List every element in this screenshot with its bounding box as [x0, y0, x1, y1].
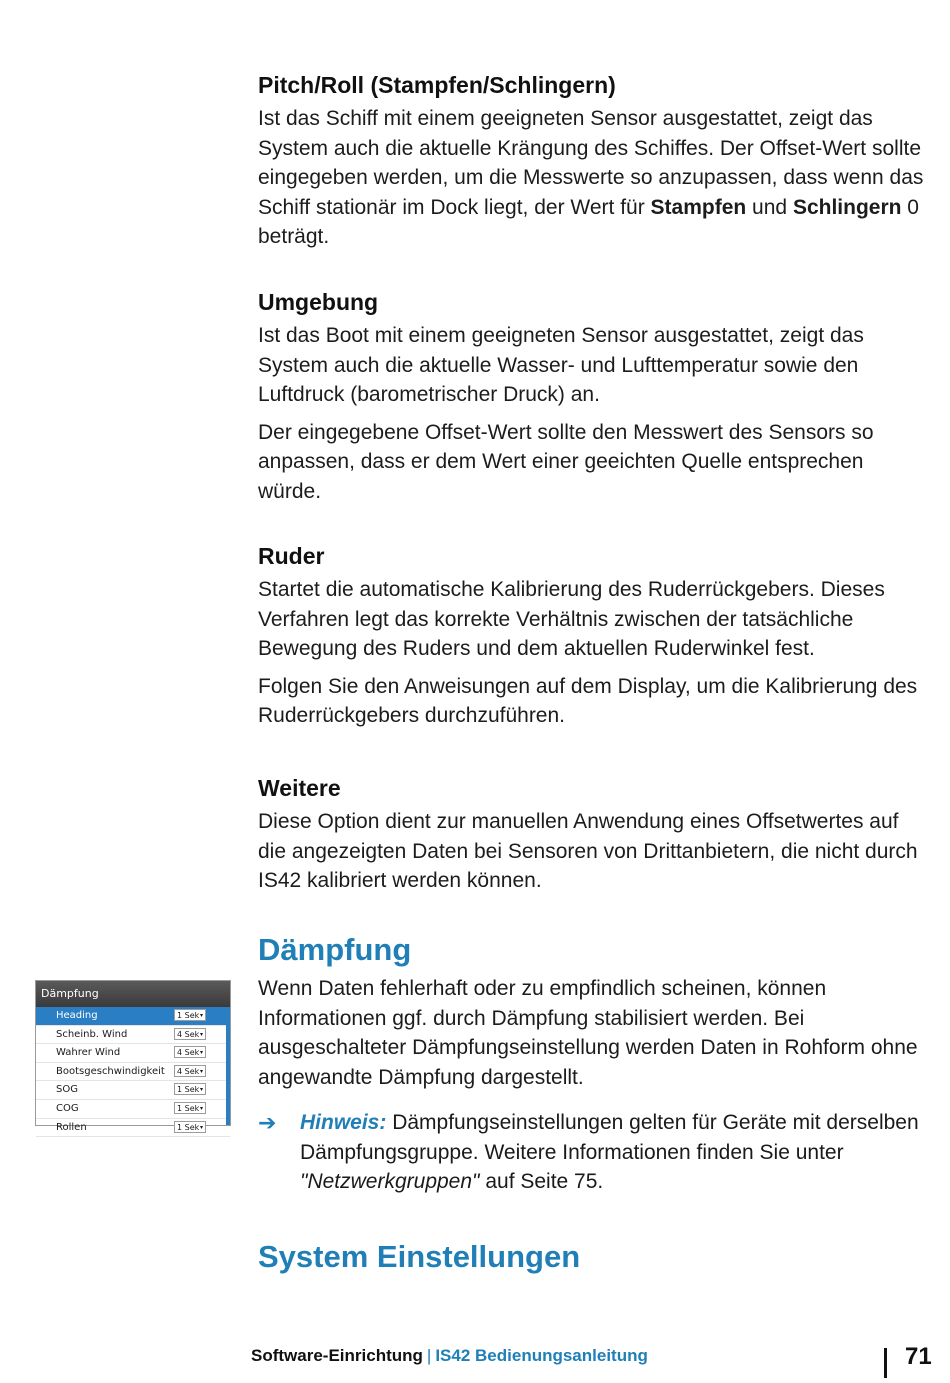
row-value-dropdown[interactable]	[174, 1083, 206, 1095]
chevron-down-icon: ▾	[199, 1049, 203, 1057]
section-title-system: System Einstellungen	[258, 1239, 581, 1274]
chevron-down-icon: ▾	[199, 1067, 203, 1075]
row-label: Wahrer Wind	[56, 1047, 121, 1059]
pitch-bold-schlingern: Schlingern	[792, 195, 902, 219]
row-value: 1 Sek	[177, 1122, 200, 1132]
row-label: Heading	[56, 1010, 98, 1021]
row-label: COG	[56, 1102, 79, 1114]
dialog-row-heading[interactable]	[36, 1007, 230, 1026]
row-value-dropdown[interactable]	[174, 1121, 206, 1133]
section-title-ruder: Ruder	[258, 543, 325, 569]
pitch-text-post: 0 beträgt.	[258, 195, 919, 248]
row-value: 1 Sek	[177, 1011, 200, 1020]
umgebung-paragraph-1: Ist das Boot mit einem geeigneten Sensor ausgestattet, zeigt das System auch die aktuelle Wasser- und Lufttemperatur sowie den Luftdruck (barometrischer Druck) an.	[258, 324, 864, 406]
row-label: Rollen	[56, 1121, 87, 1133]
row-value: 1 Sek	[177, 1103, 200, 1113]
chevron-down-icon: ▾	[199, 1123, 203, 1131]
netzwerkgruppen-link[interactable]: "Netzwerkgruppen"	[300, 1170, 480, 1193]
section-umgebung	[258, 287, 930, 506]
note-text	[300, 1108, 930, 1197]
note-tail: auf Seite 75.	[479, 1170, 604, 1193]
footer-chapter: Software-Einrichtung	[251, 1346, 423, 1365]
row-value-dropdown[interactable]	[174, 1102, 206, 1114]
section-title-weitere: Weitere	[258, 775, 341, 801]
page-footer	[251, 1346, 648, 1366]
dialog-scrollbar[interactable]	[226, 1007, 230, 1125]
row-value: 1 Sek	[177, 1085, 200, 1095]
row-label: Scheinb. Wind	[56, 1028, 128, 1040]
ruder-paragraph-2: Folgen Sie den Anweisungen auf dem Display, um die Kalibrierung des Ruderrückgebers durchzuführen.	[258, 674, 918, 727]
weitere-paragraph: Diese Option dient zur manuellen Anwendung eines Offsetwertes auf die angezeigten Daten bei Sensoren von Drittanbietern, die nicht durch IS42 kalibriert werden können.	[258, 810, 918, 892]
note-hinweis	[258, 1108, 930, 1197]
footer-separator: |	[426, 1346, 432, 1365]
arrow-right-icon: ➔	[258, 1110, 277, 1135]
ruder-paragraph-1: Startet die automatische Kalibrierung des Ruderrückgebers. Dieses Verfahren legt das korrekte Verhältnis zwischen der tatsächliche Bewegung des Ruders und dem aktuellen Ruderwinkel fest.	[258, 578, 885, 660]
dialog-title: Dämpfung	[36, 981, 230, 1007]
chevron-down-icon: ▾	[199, 1030, 203, 1038]
footer-manual-title: IS42 Bedienungsanleitung	[435, 1346, 648, 1365]
daempfung-dialog-screenshot	[35, 980, 231, 1133]
section-ruder	[258, 541, 930, 731]
row-value-dropdown[interactable]	[174, 1046, 206, 1058]
section-title-daempfung: Dämpfung	[258, 932, 412, 967]
row-value: 4 Sek	[177, 1048, 200, 1058]
dialog-row-bootsgeschwindigkeit[interactable]	[36, 1063, 230, 1082]
row-value-dropdown[interactable]	[174, 1028, 206, 1040]
section-weitere	[258, 773, 930, 896]
row-value: 4 Sek	[177, 1029, 200, 1039]
dialog-row-rollen[interactable]	[36, 1119, 230, 1138]
umgebung-paragraph-2: Der eingegebene Offset-Wert sollte den Messwert des Sensors so anpassen, dass er dem Wert einer geeichten Quelle entsprechen würde.	[258, 420, 874, 503]
note-label: Hinweis:	[300, 1111, 387, 1134]
note-body: Dämpfungseinstellungen gelten für Geräte mit derselben Dämpfungsgruppe. Weitere Informationen finden Sie unter	[300, 1111, 919, 1164]
row-value: 4 Sek	[177, 1066, 200, 1076]
chevron-down-icon: ▾	[199, 1012, 203, 1019]
section-daempfung	[258, 930, 930, 1092]
chevron-down-icon: ▾	[199, 1104, 203, 1112]
pitch-bold-stampfen: Stampfen	[650, 195, 747, 219]
daempfung-paragraph: Wenn Daten fehlerhaft oder zu empfindlich scheinen, können Informationen ggf. durch Dämpfung stabilisiert werden. Bei ausgeschalteter Dämpfungseinstellung werden Daten in Rohform ohne angewandte Dämpfung dargestellt.	[258, 977, 918, 1089]
section-title-pitch-roll: Pitch/Roll (Stampfen/Schlingern)	[258, 72, 616, 98]
pitch-text-pre: Ist das Schiff mit einem geeigneten Sensor ausgestattet, zeigt das System auch die aktuelle Krängung des Schiffes. Der Offset-Wert sollte eingegeben werden, um die Messwerte so anzupassen, dass wenn das Schiff stationär im Dock liegt, der Wert für	[258, 107, 924, 219]
section-system-einstellungen	[258, 1237, 930, 1277]
row-value-dropdown[interactable]	[174, 1065, 206, 1077]
section-pitch-roll	[258, 70, 930, 252]
row-label: Bootsgeschwindigkeit	[56, 1065, 165, 1077]
dialog-row-wahrer-wind[interactable]	[36, 1044, 230, 1063]
pitch-roll-paragraph	[258, 104, 930, 252]
page-number: 71	[905, 1343, 932, 1370]
dialog-row-cog[interactable]	[36, 1100, 230, 1119]
row-value-dropdown[interactable]	[174, 1009, 206, 1021]
section-title-umgebung: Umgebung	[258, 289, 379, 315]
dialog-row-scheinb-wind[interactable]	[36, 1026, 230, 1045]
chevron-down-icon: ▾	[199, 1086, 203, 1094]
footer-divider	[884, 1348, 887, 1378]
row-label: SOG	[56, 1084, 78, 1096]
pitch-text-mid: und	[746, 195, 793, 219]
dialog-row-sog[interactable]	[36, 1081, 230, 1100]
